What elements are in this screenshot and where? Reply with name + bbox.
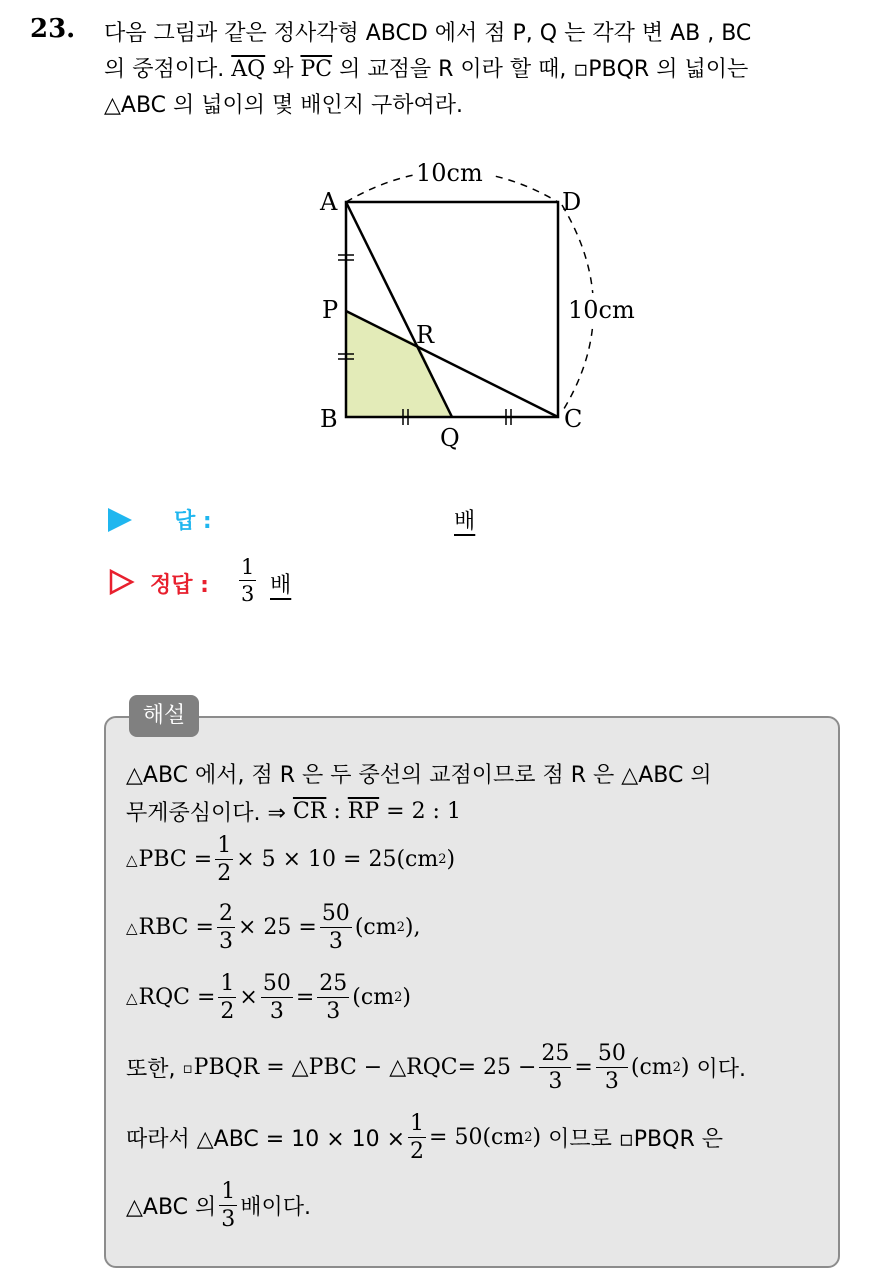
area-rqc-label: RQC =	[138, 985, 216, 1011]
equals-sign: =	[574, 1055, 593, 1081]
answer-label: 답 :	[174, 509, 212, 534]
conclusion-end: 배이다.	[240, 1195, 312, 1221]
sentence-end: 이다.	[696, 1057, 746, 1083]
question-number: 23.	[30, 14, 76, 44]
correct-fraction	[236, 556, 259, 605]
ratio-colon: :	[333, 799, 341, 824]
also-text: 또한,	[126, 1057, 176, 1083]
solution-tag: 해설	[129, 695, 199, 737]
area-pbc-label: PBC =	[138, 847, 213, 873]
solution-line-6: 또한, ▫ PBQR = △PBC − △RQC= 25 − $\frac{25}{3}$ = $\frac{50}{3}$ (cm 2 ) 이다.	[126, 1041, 746, 1095]
frac-den: 3	[269, 999, 284, 1025]
area-rbc-expr: × 25 =	[237, 915, 317, 941]
vertex-c-label: C	[564, 405, 583, 433]
point-r-label: R	[416, 321, 435, 349]
vertex-b-label: B	[320, 405, 338, 433]
solution-line-1-text: △ABC 에서, 점 R 은 두 중선의 교점이므로 점 R 은 △ABC 의	[126, 763, 712, 788]
triangle-icon: △	[126, 988, 138, 1007]
area-unit: (cm	[354, 915, 397, 941]
side-length-label: 10cm	[568, 296, 635, 324]
triangle-icon: △	[126, 850, 138, 869]
frac-den: 3	[221, 1207, 236, 1233]
frac-den: 3	[604, 1069, 619, 1095]
area-rbc-label: RBC =	[138, 915, 214, 941]
segment-cr: $\overline{CR}$	[292, 799, 327, 824]
segment-aq: $\overline{AQ}$	[231, 57, 266, 82]
triangle-icon: △	[126, 918, 138, 937]
frac-num: 2	[217, 902, 235, 928]
solution-line-5: △ RQC = $\frac{1}{2}$ × $\frac{50}{3}$ = $\frac{25}{3}$ (cm 2 )	[126, 971, 411, 1025]
correct-unit: 배	[270, 573, 292, 598]
frac-den: 3	[326, 999, 341, 1025]
area-abc-expr: = 50(cm	[429, 1125, 525, 1151]
frac-num: 1	[218, 972, 236, 998]
solution-line-8	[126, 1180, 311, 1231]
frac-num: 25	[539, 1042, 571, 1068]
question-line-1: 다음 그림과 같은 정사각형 ABCD 에서 점 P, Q 는 각각 변 AB , BC	[104, 21, 752, 46]
correct-frac-num: 1	[239, 556, 256, 581]
equals-sign: =	[295, 985, 315, 1011]
frac-num: 50	[261, 972, 293, 998]
solution-line-2-text: 무게중심이다. ⇒	[126, 801, 286, 826]
frac-den: 2	[217, 861, 232, 887]
area-unit: (cm	[630, 1055, 673, 1081]
top-length-label: 10cm	[416, 159, 483, 187]
solution-line-2	[126, 796, 461, 827]
conclusion-start: △ABC 의	[126, 1195, 217, 1221]
point-p-label: P	[322, 296, 339, 324]
frac-den: 2	[220, 999, 235, 1025]
segment-rp: $\overline{RP}$	[347, 799, 380, 824]
frac-num: 50	[320, 902, 352, 928]
solution-line-3: △ PBC = $\frac{1}{2}$ × 5 × 10 = 25(cm 2 )	[126, 833, 456, 887]
frac-num: 50	[596, 1042, 628, 1068]
correct-answer-row	[108, 556, 408, 616]
solution-line-7: 따라서 △ABC = 10 × 10 × $\frac{1}{2}$ = 50(cm 2 ) 이므로 ▫PBQR 은	[126, 1111, 723, 1165]
therefore-tail: 이므로 ▫PBQR 은	[548, 1127, 723, 1153]
vertex-a-label: A	[320, 188, 338, 216]
answer-row	[108, 504, 508, 534]
ratio-value: = 2 : 1	[386, 799, 461, 824]
solution-line-1	[126, 758, 712, 789]
times-sign: ×	[239, 985, 258, 1011]
frac-den: 3	[218, 929, 233, 955]
question-line-2-end: 의 교점을 R 이라 할 때, ▫PBQR 의 넓이는	[339, 57, 749, 82]
frac-den: 3	[328, 929, 343, 955]
shaded-quadrilateral-pbqr	[346, 311, 452, 417]
square-figure	[300, 150, 660, 470]
frac-num: 25	[317, 972, 349, 998]
segment-pc: $\overline{PC}$	[300, 57, 333, 82]
vertex-d-label: D	[562, 188, 582, 216]
question-line-2	[104, 52, 748, 83]
frac-num: 1	[219, 1180, 237, 1206]
square-icon: ▫	[182, 1058, 193, 1077]
solution-line-4: △ RBC = $\frac{2}{3}$ × 25 = $\frac{50}{3}$ (cm 2 ),	[126, 901, 421, 955]
question-line-2-start: 의 중점이다.	[104, 57, 225, 82]
frac-num: 1	[215, 834, 233, 860]
question-line-2-wa: 와	[272, 57, 294, 82]
area-unit: (cm	[352, 985, 395, 1011]
correct-frac-den: 3	[241, 582, 255, 607]
correct-arrow-icon	[108, 568, 136, 596]
point-q-label: Q	[440, 424, 460, 452]
answer-arrow-icon	[108, 508, 132, 532]
frac-den: 2	[410, 1139, 425, 1165]
frac-den: 3	[548, 1069, 563, 1095]
area-pbqr-expr: PBQR = △PBC − △RQC= 25 −	[193, 1055, 537, 1081]
frac-num: 1	[408, 1112, 426, 1138]
area-pbc-expr: × 5 × 10 = 25(cm	[236, 847, 439, 873]
therefore-expr: 따라서 △ABC = 10 × 10 ×	[126, 1127, 406, 1153]
correct-label: 정답 :	[150, 573, 209, 598]
question-line-3: △ABC 의 넓이의 몇 배인지 구하여라.	[104, 93, 464, 118]
answer-unit[interactable]: 배	[454, 509, 476, 534]
